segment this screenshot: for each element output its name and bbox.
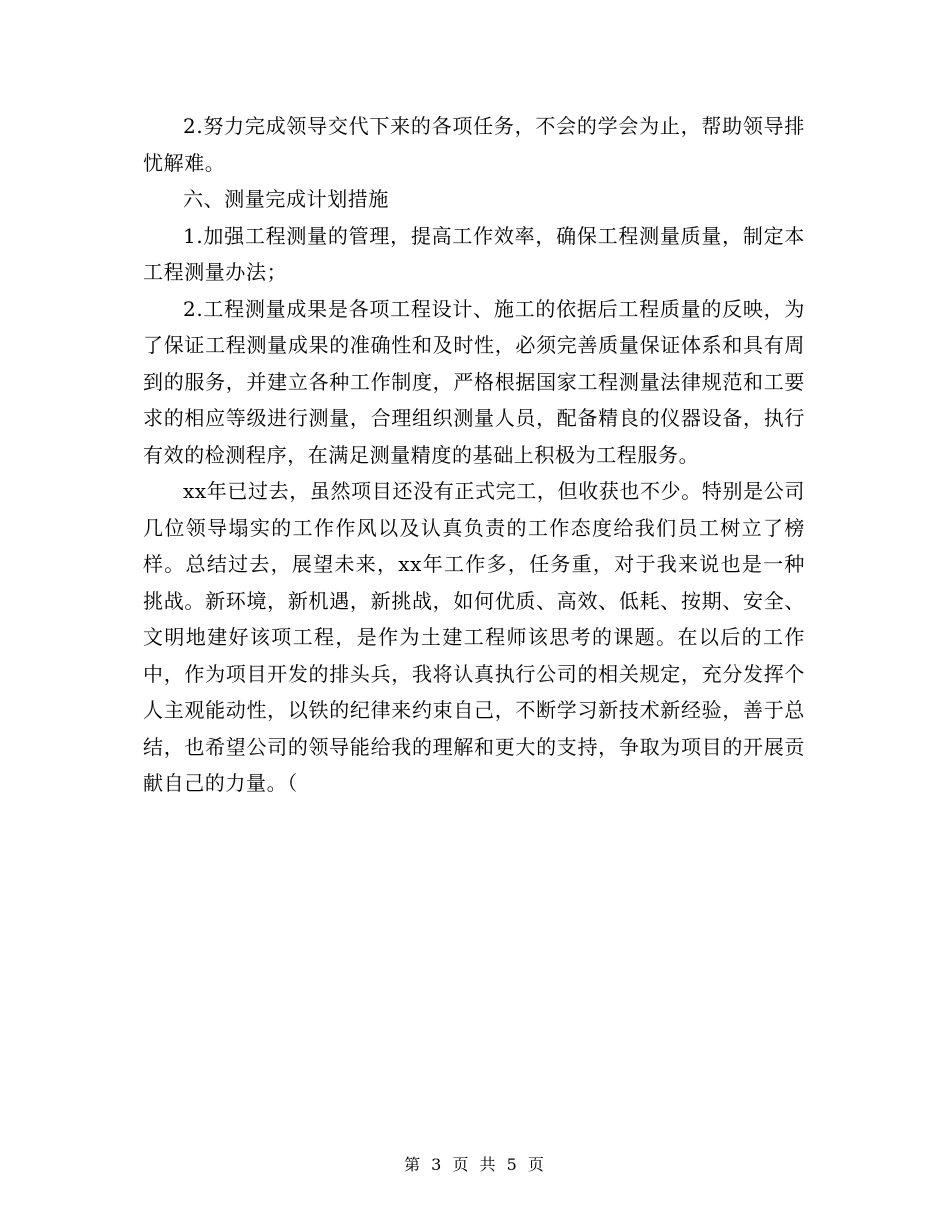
document-body [143, 108, 805, 802]
paragraph-task-completion: 2.努力完成领导交代下来的各项任务，不会的学会为止，帮助领导排忧解难。 [143, 114, 805, 175]
page-number-footer: 第 3 页 共 5 页 [404, 1155, 546, 1174]
paragraph-measurement-results: 2.工程测量成果是各项工程设计、施工的依据后工程质量的反映，为了保证工程测量成果的准确性和及时性，必须完善质量保证体系和具有周到的服务，并建立各种工作制度，严格根据国家工程测量法律规范和工要求的相应等级进行测量，合理组织测量人员，配备精良的仪器设备，执行有效的检测程序，在满足测量精度的基础上积极为工程服务。 [143, 296, 805, 467]
section-heading-measurement-plan: 六、测量完成计划措施 [183, 187, 389, 211]
paragraph-measurement-management: 1.加强工程测量的管理，提高工作效率，确保工程测量质量，制定本工程测量办法； [143, 223, 805, 284]
paragraph-year-summary: xx年已过去，虽然项目还没有正式完工，但收获也不少。特别是公司几位领导塌实的工作作风以及认真负责的工作态度给我们员工树立了榜样。总结过去，展望未来，xx年工作多，任务重，对于我来说也是一种挑战。新环境，新机遇，新挑战，如何优质、高效、低耗、按期、安全、文明地建好该项工程，是作为土建工程师该思考的课题。在以后的工作中，作为项目开发的排头兵，我将认真执行公司的相关规定，充分发挥个人主观能动性，以铁的纪律来约束自己，不断学习新技术新经验，善于总结，也希望公司的领导能给我的理解和更大的支持，争取为项目的开展贡献自己的力量。（ [143, 479, 805, 795]
